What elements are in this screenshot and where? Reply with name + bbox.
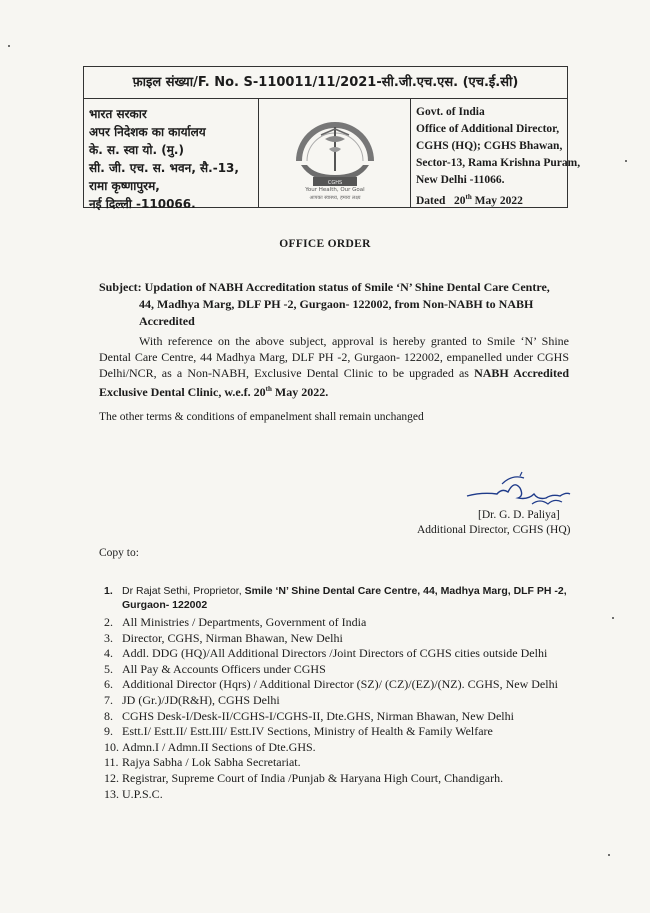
list-bold-text: Smile ‘N’ Shine Dental Care Centre, 44, Madhya Marg, DLF PH -2, Gurgaon- 122002 bbox=[122, 585, 567, 611]
scan-speck bbox=[612, 617, 614, 619]
handwritten-signature bbox=[462, 470, 572, 512]
english-line: New Delhi -11066. bbox=[416, 174, 505, 186]
english-line: CGHS (HQ); CGHS Bhawan, bbox=[416, 140, 563, 152]
english-address bbox=[411, 99, 581, 207]
hindi-line: भारत सरकार bbox=[89, 107, 147, 121]
list-item bbox=[104, 709, 574, 725]
list-text: JD (Gr.)/JD(R&H), CGHS Delhi bbox=[122, 692, 280, 707]
list-item bbox=[104, 631, 574, 647]
list-text: Estt.I/ Estt.II/ Estt.III/ Estt.IV Sections, Ministry of Health & Family Welfare bbox=[122, 724, 493, 739]
english-line: Office of Additional Director, bbox=[416, 123, 560, 135]
hindi-address bbox=[84, 99, 259, 211]
scan-speck bbox=[625, 160, 627, 162]
list-number: 13. bbox=[104, 786, 119, 801]
list-number: 4. bbox=[104, 646, 113, 661]
body-text: With reference on the above subject, approval is hereby granted to Smile ‘N’ Shine Dental Care Centre, 44 Madhya Marg, DLF PH -2, Gurgaon- 122002, empanelled under CGHS Delhi/NCR, as a Non-NABH, Exclusive Dental Clinic to be upgraded as bbox=[99, 334, 569, 380]
list-number: 2. bbox=[104, 615, 113, 629]
subject-line-2: 44, Madhya Marg, DLF PH -2, Gurgaon- 122002, from Non-NABH to NABH bbox=[139, 297, 534, 311]
list-item bbox=[104, 584, 574, 612]
svg-text:CGHS: CGHS bbox=[327, 180, 343, 186]
hindi-line: नई दिल्ली -110066. bbox=[89, 197, 196, 211]
subject bbox=[99, 279, 579, 330]
list-text: Registrar, Supreme Court of India /Punjab & Haryana High Court, Chandigarh. bbox=[122, 770, 504, 785]
list-text: All Ministries / Departments, Government of India bbox=[122, 615, 367, 629]
list-text: CGHS Desk-I/Desk-II/CGHS-I/CGHS-II, Dte.GHS, Nirman Bhawan, New Delhi bbox=[122, 708, 514, 723]
scan-speck bbox=[608, 854, 610, 856]
list-text: Rajya Sabha / Lok Sabha Secretariat. bbox=[122, 755, 301, 770]
body-bold-sup: th bbox=[265, 385, 272, 393]
dated-line bbox=[416, 189, 567, 210]
english-line: Govt. of India bbox=[416, 106, 485, 118]
subject-line-3: Accredited bbox=[139, 314, 195, 328]
signatory-name: [Dr. G. D. Paliya] bbox=[478, 509, 560, 521]
copy-to-list bbox=[104, 584, 574, 802]
list-item bbox=[104, 755, 574, 771]
document-title: OFFICE ORDER bbox=[279, 238, 371, 250]
list-item bbox=[104, 615, 574, 631]
hindi-line: के. स. स्वा यो. (मु.) bbox=[89, 143, 184, 157]
list-number: 11. bbox=[104, 755, 119, 770]
list-item bbox=[104, 646, 574, 662]
list-text: U.P.S.C. bbox=[122, 786, 163, 801]
hindi-line: सी. जी. एच. स. भवन, सै.-13, bbox=[89, 161, 239, 175]
subject-line-1: Updation of NABH Accreditation status of Smile ‘N’ Shine Dental Care Centre, bbox=[144, 280, 550, 294]
hindi-line: अपर निदेशक का कार्यालय bbox=[89, 125, 206, 139]
list-number: 12. bbox=[104, 770, 119, 785]
list-number: 1. bbox=[104, 585, 113, 597]
hindi-line: रामा कृष्णापुरम, bbox=[89, 179, 160, 193]
list-item bbox=[104, 662, 574, 678]
dated-sup: th bbox=[465, 193, 472, 201]
list-text: Additional Director (Hqrs) / Additional Director (SZ)/ (CZ)/(EZ)/(NZ). CGHS, New Delhi bbox=[122, 677, 558, 692]
list-text: Addl. DDG (HQ)/All Additional Directors /Joint Directors of CGHS cities outside Delhi bbox=[122, 646, 548, 661]
list-number: 8. bbox=[104, 708, 113, 723]
logo-tagline: Your Health, Our Goal bbox=[305, 187, 365, 193]
logo-subtagline: आपका स्वास्थ्य, हमारा लक्ष्य bbox=[309, 195, 361, 201]
cghs-logo-cell bbox=[259, 99, 411, 207]
signatory-designation: Additional Director, CGHS (HQ) bbox=[417, 524, 571, 536]
file-number: फ़ाइल संख्या/F. No. S-110011/11/2021-सी.जी.एच.एस. (एच.ई.सी) bbox=[84, 67, 567, 99]
list-item bbox=[104, 677, 574, 693]
list-number: 9. bbox=[104, 724, 113, 739]
list-number: 10. bbox=[104, 739, 119, 754]
letterhead-table bbox=[83, 66, 581, 211]
body-bold: NABH Accredited Exclusive Dental Clinic, w.e.f. 20 bbox=[99, 366, 569, 399]
list-text: Director, CGHS, Nirman Bhawan, New Delhi bbox=[122, 630, 343, 645]
list-text: Admn.I / Admn.II Sections of Dte.GHS. bbox=[122, 739, 316, 754]
list-number: 5. bbox=[104, 661, 113, 676]
dated-label: Dated bbox=[416, 194, 446, 207]
list-item bbox=[104, 724, 574, 740]
subject-label: Subject: bbox=[99, 280, 142, 294]
list-text: Dr Rajat Sethi, Proprietor, bbox=[122, 585, 245, 597]
list-number: 7. bbox=[104, 692, 113, 707]
body-paragraph bbox=[99, 333, 569, 400]
copy-to-label: Copy to: bbox=[99, 547, 139, 559]
english-line: Sector-13, Rama Krishna Puram, bbox=[416, 157, 581, 169]
list-text: All Pay & Accounts Officers under CGHS bbox=[122, 661, 326, 676]
list-number: 3. bbox=[104, 630, 113, 645]
body-bold-end: May 2022. bbox=[271, 385, 329, 399]
list-number: 6. bbox=[104, 677, 113, 692]
dated-rest: May 2022 bbox=[471, 194, 523, 207]
scan-speck bbox=[8, 45, 10, 47]
other-terms-note: The other terms & conditions of empanelment shall remain unchanged bbox=[99, 411, 424, 423]
list-item bbox=[104, 740, 574, 756]
list-item bbox=[104, 693, 574, 709]
dated-day: 20 bbox=[454, 194, 466, 207]
list-item bbox=[104, 771, 574, 787]
list-item bbox=[104, 787, 574, 803]
